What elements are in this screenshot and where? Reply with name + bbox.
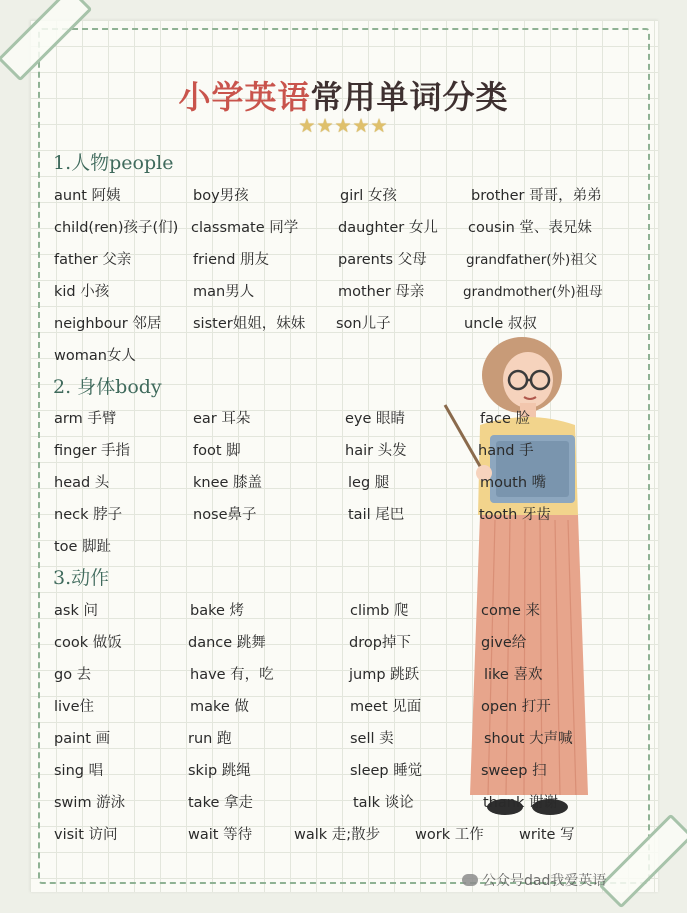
word-neighbour: neighbour 邻居 [54, 316, 162, 332]
word-meet: meet 见面 [350, 699, 422, 715]
title-part3: 常用单词分类 [310, 78, 509, 116]
watermark [462, 870, 606, 890]
word-dance: dance 跳舞 [188, 635, 266, 651]
word-swim: swim 游泳 [54, 795, 126, 811]
word-father: father 父亲 [54, 252, 132, 268]
word-friend: friend 朋友 [193, 252, 270, 268]
word-skip: skip 跳绳 [188, 763, 251, 779]
word-have: have 有，吃 [190, 667, 274, 683]
word-live: live住 [54, 699, 95, 715]
word-brother: brother 哥哥，弟弟 [471, 188, 602, 204]
section-body-heading: 2. 身体body [53, 376, 162, 398]
word-son: son儿子 [336, 316, 391, 332]
word-tooth: tooth 牙齿 [479, 507, 551, 523]
word-make: make 做 [190, 699, 249, 715]
word-leg: leg 腿 [348, 475, 390, 491]
word-boy: boy男孩 [193, 188, 249, 204]
word-daughter: daughter 女儿 [338, 220, 438, 236]
watermark-text: 公众号dad我爱英语 [482, 873, 607, 889]
word-ask: ask 问 [54, 603, 98, 619]
word-like: like 喜欢 [484, 667, 543, 683]
word-mouth: mouth 嘴 [480, 475, 547, 491]
word-cousin: cousin 堂、表兄妹 [468, 220, 592, 236]
word-climb: climb 爬 [350, 603, 409, 619]
word-cook: cook 做饭 [54, 635, 122, 651]
word-children: child(ren)孩子(们) [54, 220, 179, 236]
word-grandfather: grandfather(外)祖父 [466, 252, 598, 268]
word-nose: nose鼻子 [193, 507, 257, 523]
word-girl: girl 女孩 [340, 188, 397, 204]
title-part1: 小学 [178, 78, 245, 116]
word-go: go 去 [54, 667, 92, 683]
word-aunt: aunt 阿姨 [54, 188, 121, 204]
word-foot: foot 脚 [193, 443, 241, 459]
word-neck: neck 脖子 [54, 507, 123, 523]
word-man: man男人 [193, 284, 255, 300]
word-woman: woman女人 [54, 348, 136, 364]
word-run: run 跑 [188, 731, 232, 747]
word-sweep: sweep 扫 [481, 763, 547, 779]
word-toe: toe 脚趾 [54, 539, 112, 555]
word-uncle: uncle 叔叔 [464, 316, 537, 332]
word-hand: hand 手 [478, 443, 534, 459]
word-work: work 工作 [415, 827, 484, 843]
word-head: head 头 [54, 475, 110, 491]
word-kid: kid 小孩 [54, 284, 110, 300]
page-title [0, 72, 687, 118]
word-tail: tail 尾巴 [348, 507, 405, 523]
word-thank: thank 谢谢 [483, 795, 558, 811]
word-eye: eye 眼睛 [345, 411, 406, 427]
title-part2: 英语 [244, 78, 311, 116]
word-sell: sell 卖 [350, 731, 394, 747]
word-give: give给 [481, 635, 527, 651]
word-talk: talk 谈论 [353, 795, 414, 811]
section-action-heading: 3.动作 [53, 567, 110, 589]
word-arm: arm 手臂 [54, 411, 117, 427]
word-hair: hair 头发 [345, 443, 407, 459]
word-bake: bake 烤 [190, 603, 244, 619]
word-grandmother: grandmother(外)祖母 [463, 284, 603, 300]
wechat-icon [462, 874, 478, 886]
word-sing: sing 唱 [54, 763, 104, 779]
section-people-heading: 1.人物people [53, 152, 174, 174]
word-sleep: sleep 睡觉 [350, 763, 423, 779]
word-come: come 来 [481, 603, 540, 619]
word-drop: drop掉下 [349, 635, 411, 651]
word-mother: mother 母亲 [338, 284, 425, 300]
word-shout: shout 大声喊 [484, 731, 573, 747]
word-open: open 打开 [481, 699, 551, 715]
word-face: face 脸 [480, 411, 530, 427]
word-walk: walk 走;散步 [294, 827, 381, 843]
word-ear: ear 耳朵 [193, 411, 251, 427]
word-write: write 写 [519, 827, 575, 843]
star-row: ★★★★★ [298, 115, 389, 137]
word-wait: wait 等待 [188, 827, 253, 843]
word-knee: knee 膝盖 [193, 475, 263, 491]
word-paint: paint 画 [54, 731, 111, 747]
word-finger: finger 手指 [54, 443, 131, 459]
word-visit: visit 访问 [54, 827, 118, 843]
word-parents: parents 父母 [338, 252, 427, 268]
word-classmate: classmate 同学 [191, 220, 299, 236]
word-sister: sister姐姐，妹妹 [193, 316, 306, 332]
word-jump: jump 跳跃 [349, 667, 420, 683]
word-take: take 拿走 [188, 795, 253, 811]
